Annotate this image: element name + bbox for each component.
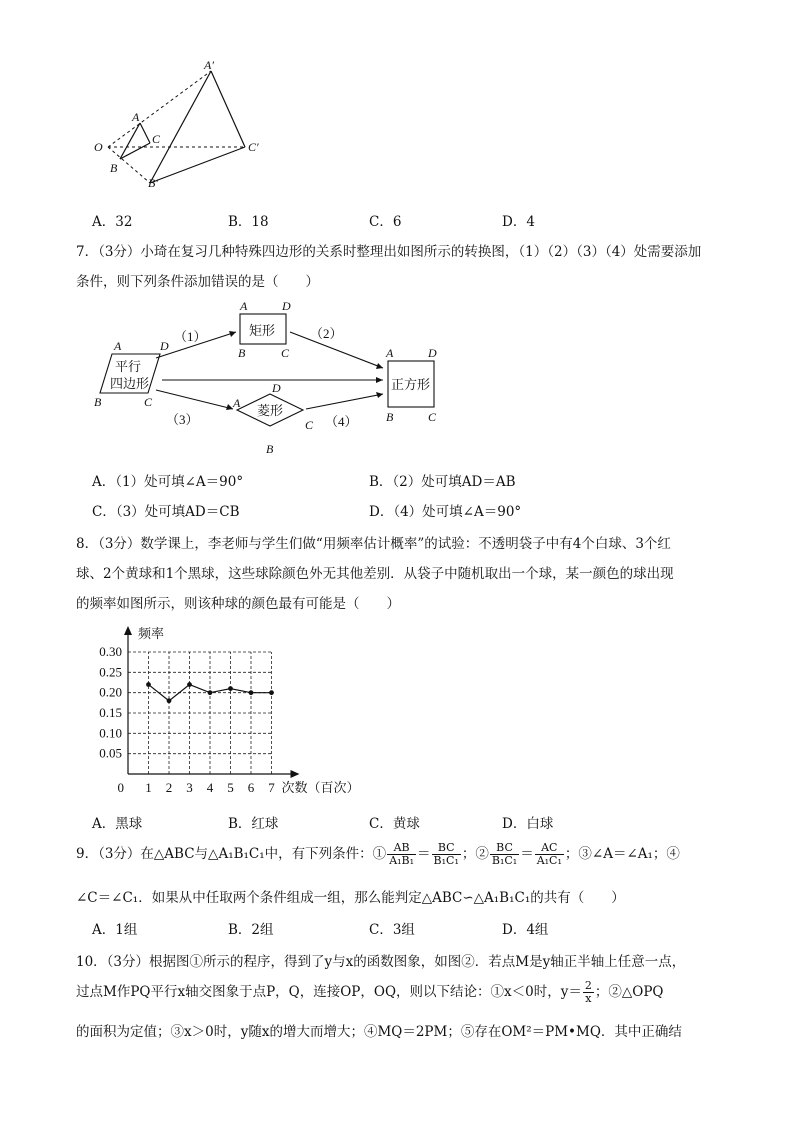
fraction: $\frac{AC}{\text{A₁C₁}}$ bbox=[536, 841, 562, 867]
svg-text:C: C bbox=[428, 410, 437, 424]
q8-option-a: A．黑球 bbox=[92, 816, 143, 832]
y-tick-label: 0.30 bbox=[99, 644, 122, 659]
y-axis-arrow bbox=[124, 626, 132, 635]
q9-stem-line2: ∠C＝∠C₁．如果从中任取两个条件组成一组，那么能判定△ABC∽△A₁B₁C₁的共有（ ） bbox=[76, 890, 625, 906]
q6-option-c: C．6 bbox=[369, 214, 402, 230]
step-1-label: （1） bbox=[174, 329, 207, 344]
label-a: A bbox=[132, 110, 140, 124]
data-point bbox=[167, 698, 172, 703]
svg-text:A: A bbox=[233, 396, 241, 410]
svg-text:D: D bbox=[428, 346, 437, 360]
q10-stem-line1: 10．（3分）根据图①所示的程序，得到了y与x的函数图象，如图②．若点M是y轴正半轴上任意一点， bbox=[76, 954, 686, 970]
q6-option-d: D．4 bbox=[502, 214, 535, 230]
q8-option-b: B．红球 bbox=[228, 816, 279, 832]
q7-option-d: D．（4）处可填∠A＝90° bbox=[369, 504, 522, 520]
step-3-label: （3） bbox=[166, 412, 199, 427]
x-tick-label: 3 bbox=[186, 780, 193, 795]
step-2-label: （2） bbox=[310, 326, 343, 341]
step-4-label: （4） bbox=[325, 414, 358, 429]
q6-edge bbox=[211, 71, 245, 147]
q7-option-b: B．（2）处可填AD＝AB bbox=[369, 474, 516, 490]
y-axis-label: 频率 bbox=[138, 626, 165, 641]
svg-text:C: C bbox=[144, 395, 153, 409]
q7-option-a: A．（1）处可填∠A＝90° bbox=[92, 474, 244, 490]
q6-edge bbox=[150, 147, 245, 183]
svg-text:A: A bbox=[386, 346, 394, 360]
label-c: C bbox=[152, 132, 161, 146]
q10-stem-line2: 过点M作PQ平行x轴交图象于点P，Q，连接OP，OQ，则以下结论：①x＜0时，y＝ $\frac{2}{x}$ ；②△OPQ bbox=[76, 979, 664, 1005]
y-tick-label: 0.25 bbox=[99, 664, 122, 680]
y-tick-label: 0.15 bbox=[99, 705, 122, 720]
rectangle-label: 矩形 bbox=[249, 323, 276, 338]
q6-figure bbox=[88, 55, 278, 190]
svg-text:C: C bbox=[305, 418, 314, 432]
square-label: 正方形 bbox=[391, 377, 431, 392]
q6-option-a: A．32 bbox=[92, 214, 133, 230]
data-point bbox=[187, 682, 192, 687]
q9-option-c: C．3组 bbox=[369, 922, 415, 938]
q8-option-c: C．黄球 bbox=[369, 816, 420, 832]
fraction: $\frac{BC}{\text{B₁C₁}}$ bbox=[491, 841, 518, 867]
x-tick-label: 6 bbox=[247, 780, 255, 795]
svg-text:B: B bbox=[386, 410, 394, 424]
x-axis-arrow bbox=[291, 770, 300, 778]
svg-text:B: B bbox=[94, 395, 102, 409]
x-tick-label: 1 bbox=[145, 780, 152, 795]
y-tick-label: 0.20 bbox=[99, 684, 122, 700]
q6-option-b: B．18 bbox=[228, 214, 269, 230]
fraction: $\frac{2}{x}$ bbox=[584, 979, 592, 1005]
q9-stem-line1: 9．（3分）在△ABC与△A₁B₁C₁中，有下列条件：① $\frac{AB}{\text{A₁B₁}}$ ＝ $\frac{BC}{\text{B₁C₁}}$ ；② $\frac{BC}{\text{B₁C₁}}$ ＝ $\frac{AC}{\text{A₁C₁}}$ ；③∠A＝∠A₁；④ bbox=[76, 841, 680, 867]
q10-stem-line3: 的面积为定值；③x＞0时，y随x的增大而增大；④MQ＝2PM；⑤存在OM²＝PM•MQ．其中正确结 bbox=[76, 1024, 682, 1040]
label-o: O bbox=[94, 140, 103, 154]
q9-option-a: A．1组 bbox=[92, 922, 138, 938]
svg-text:B: B bbox=[266, 442, 274, 456]
svg-text:B: B bbox=[238, 346, 246, 360]
svg-text:A: A bbox=[114, 339, 122, 353]
y-tick-label: 0.10 bbox=[99, 725, 122, 741]
q8-option-d: D．白球 bbox=[502, 816, 554, 832]
svg-text:C: C bbox=[281, 346, 290, 360]
data-point bbox=[228, 686, 233, 691]
data-point bbox=[146, 682, 151, 687]
data-point bbox=[208, 690, 213, 695]
q8-stem-line3: 的频率如图所示，则该种球的颜色最有可能是（ ） bbox=[76, 596, 400, 612]
x-axis-label: 次数（百次） bbox=[281, 780, 360, 795]
svg-text:A: A bbox=[240, 299, 248, 313]
svg-text:D: D bbox=[160, 339, 169, 353]
q9-option-b: B．2组 bbox=[228, 922, 274, 938]
q8-stem-line1: 8．（3分）数学课上，李老师与学生们做“用频率估计概率”的试验：不透明袋子中有4个白球、3个红 bbox=[76, 536, 671, 552]
label-b-prime: B′ bbox=[148, 176, 158, 190]
q6-edge bbox=[140, 123, 150, 143]
label-c-prime: C′ bbox=[248, 140, 259, 154]
svg-text:D: D bbox=[272, 381, 281, 395]
data-point bbox=[249, 690, 254, 695]
q7-option-c: C．（3）处可填AD＝CB bbox=[92, 504, 240, 520]
q7-stem-line1: 7．（3分）小琦在复习几种特殊四边形的关系时整理出如图所示的转换图，（1）（2）（3）（4）处需要添加 bbox=[76, 244, 702, 260]
q9-option-d: D．4组 bbox=[502, 922, 549, 938]
frequency-chart bbox=[88, 622, 368, 802]
q7-diagram bbox=[88, 296, 448, 456]
x-tick-label: 5 bbox=[227, 780, 234, 795]
fraction: $\frac{AB}{\text{A₁B₁}}$ bbox=[389, 841, 415, 867]
origin-label: 0 bbox=[117, 780, 124, 795]
q6-edge bbox=[150, 71, 211, 183]
label-b: B bbox=[110, 161, 118, 175]
data-point bbox=[269, 690, 274, 695]
x-tick-label: 7 bbox=[268, 780, 275, 795]
x-tick-label: 2 bbox=[165, 780, 173, 795]
fraction: $\frac{BC}{\text{B₁C₁}}$ bbox=[433, 841, 459, 867]
parallelogram-label-2: 四边形 bbox=[110, 376, 150, 391]
parallelogram-label-1: 平行 bbox=[115, 359, 142, 374]
svg-text:D: D bbox=[282, 299, 291, 313]
y-tick-label: 0.05 bbox=[99, 745, 122, 761]
q7-stem-line2: 条件，则下列条件添加错误的是（ ） bbox=[76, 274, 319, 290]
label-a-prime: A′ bbox=[204, 58, 214, 72]
q8-stem-line2: 球、2个黄球和1个黑球，这些球除颜色外无其他差别．从袋子中随机取出一个球，某一颜色的球出现 bbox=[76, 566, 674, 582]
x-tick-label: 4 bbox=[206, 780, 214, 795]
rhombus-label: 菱形 bbox=[257, 403, 284, 418]
